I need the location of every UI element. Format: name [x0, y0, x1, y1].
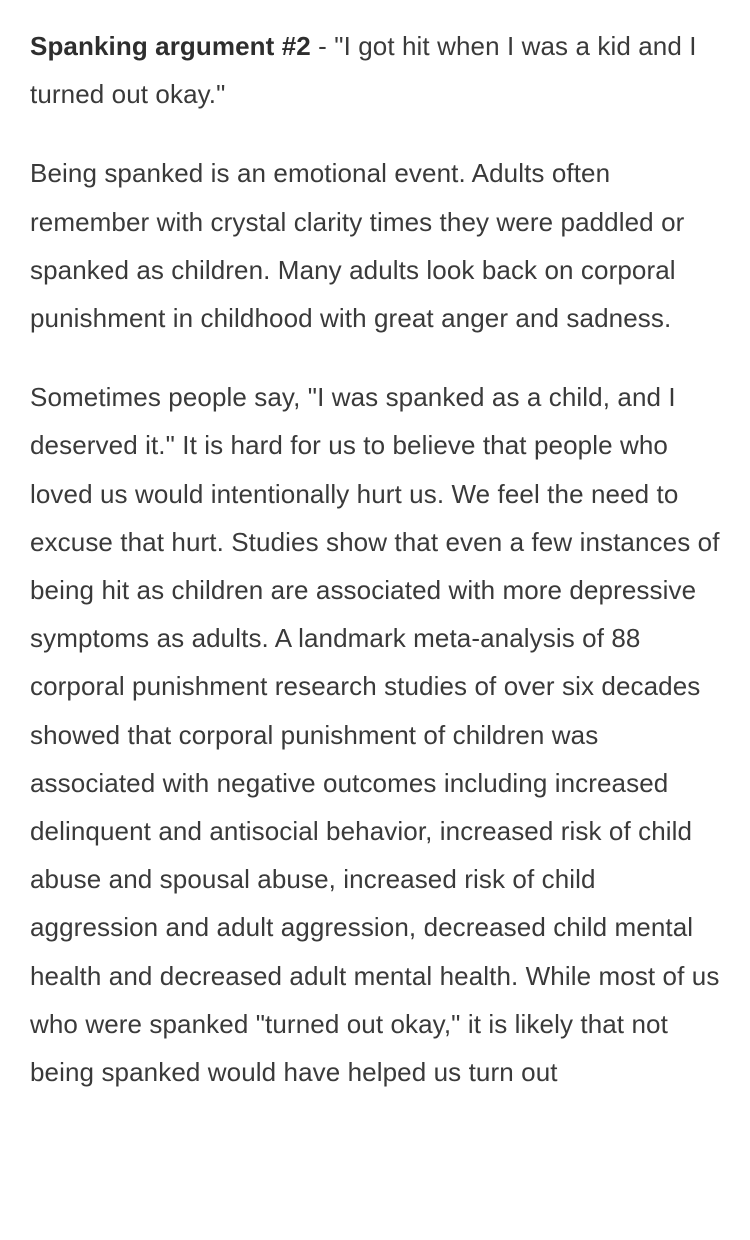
heading-separator: -: [310, 31, 335, 61]
argument-quote: "I got hit when I was a kid and I turned out okay.": [30, 31, 697, 110]
argument-heading: Spanking argument #2: [30, 31, 311, 61]
article-body: [30, 22, 725, 1127]
paragraph-research-findings: Sometimes people say, "I was spanked as a child, and I deserved it." It is hard for us to believe that people who loved us would intentionally hurt us. We feel the need to excuse that hurt. Studies show that even a few instances of being hit as children are associated with more depressive symptoms as adults. A landmark meta-analysis of 88 corporal punishment research studies of over six decades showed that corporal punishment of children was associated with negative outcomes including increased delinquent and antisocial behavior, increased risk of child abuse and spousal abuse, increased risk of child aggression and adult aggression, decreased child mental health and decreased adult mental health. While most of us who were spanked "turned out okay," it is likely that not being spanked would have helped us turn out: [30, 382, 720, 1088]
paragraph-emotional-event: Being spanked is an emotional event. Adults often remember with crystal clarity times they were paddled or spanked as children. Many adults look back on corporal punishment in childhood with great anger and sadness.: [30, 158, 685, 334]
intro-paragraph: [30, 22, 725, 118]
